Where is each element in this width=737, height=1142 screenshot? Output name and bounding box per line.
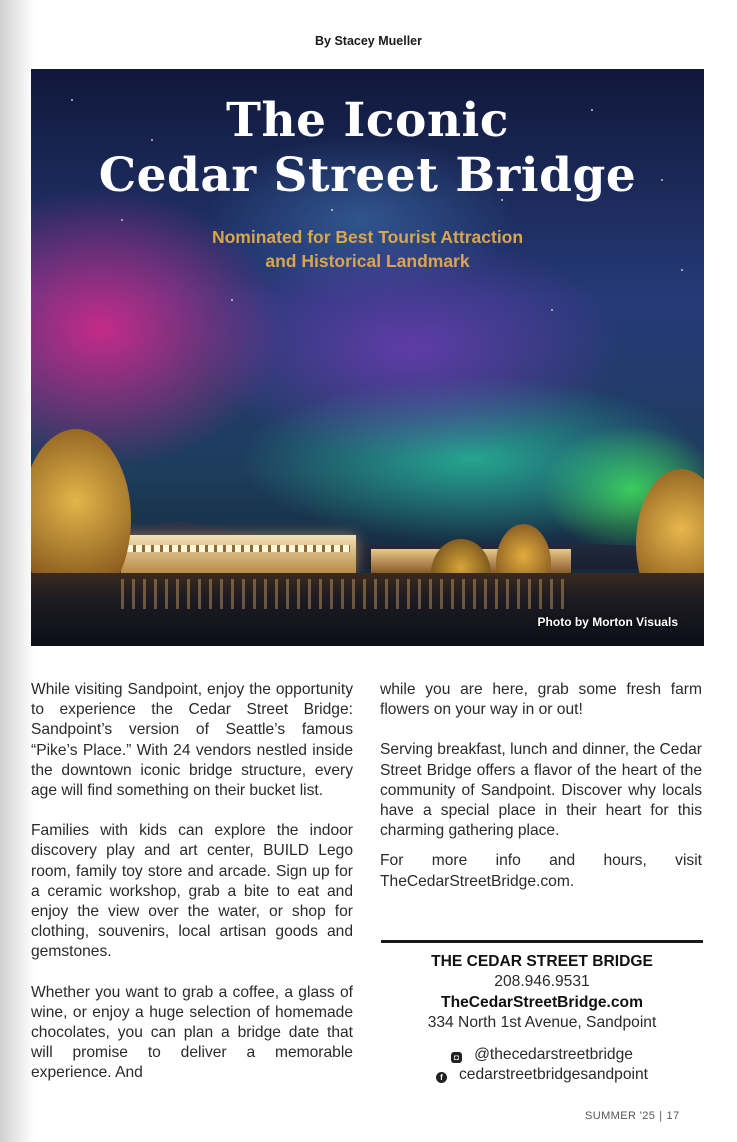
page-footer (585, 1110, 680, 1122)
body-paragraph: Families with kids can explore the indoor discovery play and art center, BUILD Lego room, family toy store and arcade. Sign up for a ceramic workshop, grab a bite to eat and enjoy the view over the water, or shop for clothing, souvenirs, local artisan goods and gemstones. (31, 822, 353, 961)
instagram-row (381, 1045, 703, 1065)
body-paragraph: while you are here, grab some fresh farm flowers on your way in or out! (380, 681, 702, 719)
instagram-icon: ◘ (451, 1052, 462, 1063)
byline: By Stacey Mueller (315, 34, 422, 48)
venue-website: TheCedarStreetBridge.com (441, 993, 643, 1011)
photo-credit: Photo by Morton Visuals (537, 615, 678, 629)
contact-info-box (381, 952, 703, 1085)
social-links (381, 1045, 703, 1086)
hero-photo (31, 69, 704, 646)
article-subtitle-line-2: and Historical Landmark (265, 251, 470, 272)
body-column-left (31, 680, 353, 1104)
body-paragraph: For more info and hours, visit TheCedarStreetBridge.com. (380, 852, 702, 890)
instagram-handle: @thecedarstreetbridge (474, 1045, 633, 1063)
body-paragraph: Whether you want to grab a coffee, a glass of wine, or enjoy a huge selection of homemade chocolates, you can plan a bridge date that will promise to deliver a memorable experience. And (31, 983, 353, 1082)
body-column-right (380, 680, 702, 912)
page-gutter-shadow (0, 0, 34, 1142)
issue-label: SUMMER '25 (585, 1110, 656, 1122)
article-title (31, 93, 704, 203)
venue-name: THE CEDAR STREET BRIDGE (431, 953, 653, 970)
page-number: 17 (666, 1110, 680, 1122)
venue-phone: 208.946.9531 (494, 973, 590, 991)
article-subtitle (31, 225, 704, 273)
lake-water (31, 573, 704, 646)
facebook-icon: f (436, 1072, 447, 1083)
facebook-row (381, 1065, 703, 1085)
body-paragraph: While visiting Sandpoint, enjoy the opportunity to experience the Cedar Street Bridge: Sandpoint’s version of Seattle’s famous “Pike’s Place.” With 24 vendors nestled inside the downtown iconic bridge structure, every age will find something on their bucket list. (31, 681, 353, 800)
venue-address: 334 North 1st Avenue, Sandpoint (427, 1014, 657, 1032)
bridge-building (121, 535, 356, 573)
article-subtitle-line-1: Nominated for Best Tourist Attraction (211, 227, 524, 247)
facebook-handle: cedarstreetbridgesandpoint (459, 1066, 648, 1084)
article-title-line-2: Cedar Street Bridge (98, 147, 637, 203)
footer-divider: | (659, 1110, 663, 1122)
body-paragraph: Serving breakfast, lunch and dinner, the Cedar Street Bridge offers a flavor of the heart of the community of Sandpoint. Discover why locals have a special place in their heart for this charming gathering place. (380, 741, 702, 840)
article-title-line-1: The Iconic (225, 93, 509, 148)
info-divider (381, 940, 703, 943)
